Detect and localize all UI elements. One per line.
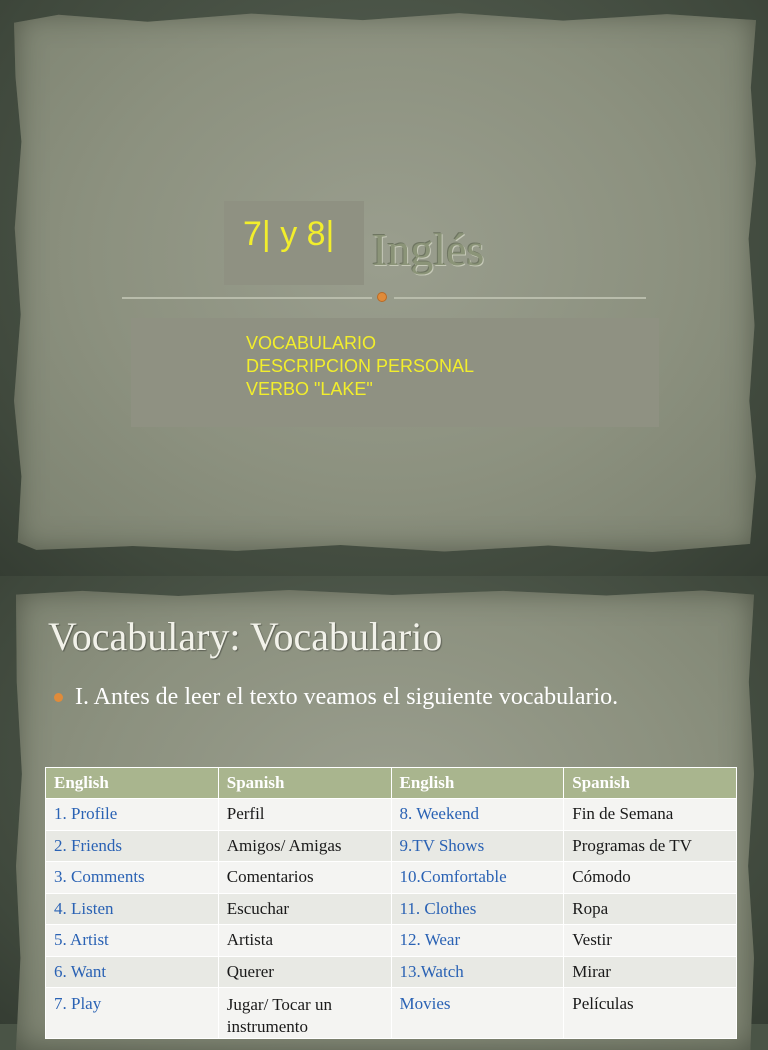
subtitle-line: VERBO "LAKE" [246, 379, 373, 399]
english-word: 7. Play [46, 988, 219, 1039]
spanish-word: Comentarios [218, 862, 391, 894]
spanish-word: Mirar [564, 956, 737, 988]
spanish-word: Programas de TV [564, 830, 737, 862]
english-word: 3. Comments [46, 862, 219, 894]
vocabulary-table [45, 767, 737, 1039]
table-row [46, 893, 737, 925]
table-row [46, 956, 737, 988]
header-spanish: Spanish [218, 768, 391, 799]
english-word: 13.Watch [391, 956, 564, 988]
spanish-word: Vestir [564, 925, 737, 957]
header-spanish: Spanish [564, 768, 737, 799]
subtitle-list [246, 332, 474, 401]
english-word: 5. Artist [46, 925, 219, 957]
spanish-word: Ropa [564, 893, 737, 925]
divider-right [394, 297, 646, 299]
grade-label: 7| y 8| [243, 215, 335, 253]
english-word: 10.Comfortable [391, 862, 564, 894]
slide-title: Inglés [372, 224, 485, 275]
spanish-word: Querer [218, 956, 391, 988]
table-row [46, 830, 737, 862]
english-word: 4. Listen [46, 893, 219, 925]
table-row [46, 799, 737, 831]
table-row [46, 862, 737, 894]
spanish-word: Cómodo [564, 862, 737, 894]
english-word: 2. Friends [46, 830, 219, 862]
paper-background [14, 12, 756, 552]
header-english: English [391, 768, 564, 799]
english-word: 6. Want [46, 956, 219, 988]
table-header-row [46, 768, 737, 799]
spanish-word: Artista [218, 925, 391, 957]
spanish-word: Jugar/ Tocar un instrumento [218, 988, 391, 1039]
slide-heading: Vocabulary: Vocabulario [48, 614, 443, 659]
divider-dot [378, 293, 386, 301]
english-word: 1. Profile [46, 799, 219, 831]
english-word: Movies [391, 988, 564, 1039]
spanish-word: Escuchar [218, 893, 391, 925]
divider-left [122, 297, 372, 299]
english-word: 12. Wear [391, 925, 564, 957]
spanish-word: Perfil [218, 799, 391, 831]
subtitle-line: VOCABULARIO [246, 333, 377, 353]
spanish-word: Películas [564, 988, 737, 1039]
table-row [46, 925, 737, 957]
table-row [46, 988, 737, 1039]
vocabulary-slide [0, 576, 768, 1036]
subtitle-line: DESCRIPCION PERSONAL [246, 356, 475, 376]
header-english: English [46, 768, 219, 799]
spanish-word: Fin de Semana [564, 799, 737, 831]
bullet-text: I. Antes de leer el texto veamos el siguiente vocabulario. [75, 684, 619, 710]
bullet-icon [54, 693, 63, 702]
spanish-word: Amigos/ Amigas [218, 830, 391, 862]
english-word: 9.TV Shows [391, 830, 564, 862]
english-word: 8. Weekend [391, 799, 564, 831]
english-word: 11. Clothes [391, 893, 564, 925]
